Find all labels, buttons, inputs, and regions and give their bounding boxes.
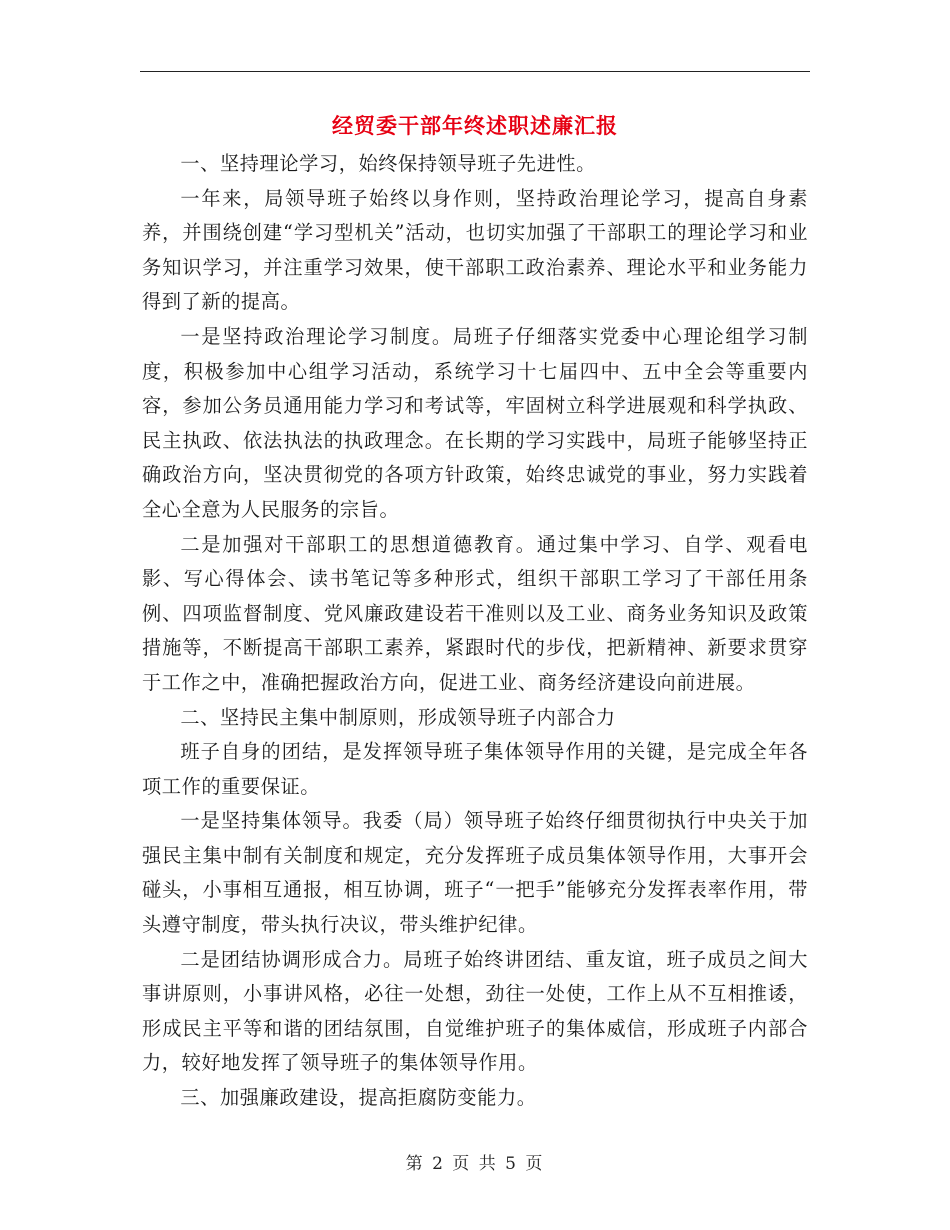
section-heading-1: 一、坚持理论学习，始终保持领导班子先进性。: [180, 152, 596, 175]
header-rule: [140, 71, 810, 72]
document-body: [142, 147, 808, 1116]
document-title: 经贸委干部年终述职述廉汇报: [332, 113, 618, 138]
paragraph: 一是坚持政治理论学习制度。局班子仔细落实党委中心理论组学习制度，积极参加中心组学习活动，系统学习十七届四中、五中全会等重要内容，参加公务员通用能力学习和考试等，牢固树立科学进展观和科学执政、民主执政、依法执法的执政理念。在长期的学习实践中，局班子能够坚持正确政治方向，坚决贯彻党的各项方针政策，始终忠诚党的事业，努力实践着全心全意为人民服务的宗旨。: [142, 324, 808, 521]
paragraph: 班子自身的团结，是发挥领导班子集体领导作用的关键，是完成全年各项工作的重要保证。: [142, 740, 808, 798]
paragraph: 一是坚持集体领导。我委（局）领导班子始终仔细贯彻执行中央关于加强民主集中制有关制度和规定，充分发挥班子成员集体领导作用，大事开会碰头，小事相互通报，相互协调，班子“一把手”能够充分发挥表率作用，带头遵守制度，带头执行决议，带头维护纪律。: [142, 809, 808, 937]
page-number-footer: 第 2 页 共 5 页: [405, 1154, 545, 1174]
paragraph: 二是团结协调形成合力。局班子始终讲团结、重友谊，班子成员之间大事讲原则，小事讲风格，必往一处想，劲往一处使，工作上从不互相推诿，形成民主平等和谐的团结氛围，自觉维护班子的集体威信，形成班子内部合力，较好地发挥了领导班子的集体领导作用。: [142, 947, 808, 1075]
paragraph: 二是加强对干部职工的思想道德教育。通过集中学习、自学、观看电影、写心得体会、读书笔记等多种形式，组织干部职工学习了干部任用条例、四项监督制度、党风廉政建设若干准则以及工业、商务业务知识及政策措施等，不断提高干部职工素养，紧跟时代的步伐，把新精神、新要求贯穿于工作之中，准确把握政治方向，促进工业、商务经济建设向前进展。: [142, 532, 808, 694]
section-heading-2: 二、坚持民主集中制原则，形成领导班子内部合力: [180, 705, 616, 729]
section-heading-3: 三、加强廉政建设，提高拒腐防变能力。: [180, 1086, 537, 1110]
paragraph: 一年来，局领导班子始终以身作则，坚持政治理论学习，提高自身素养，并围绕创建“学习型机关”活动，也切实加强了干部职工的理论学习和业务知识学习，并注重学习效果，使干部职工政治素养、理论水平和业务能力得到了新的提高。: [142, 186, 808, 314]
